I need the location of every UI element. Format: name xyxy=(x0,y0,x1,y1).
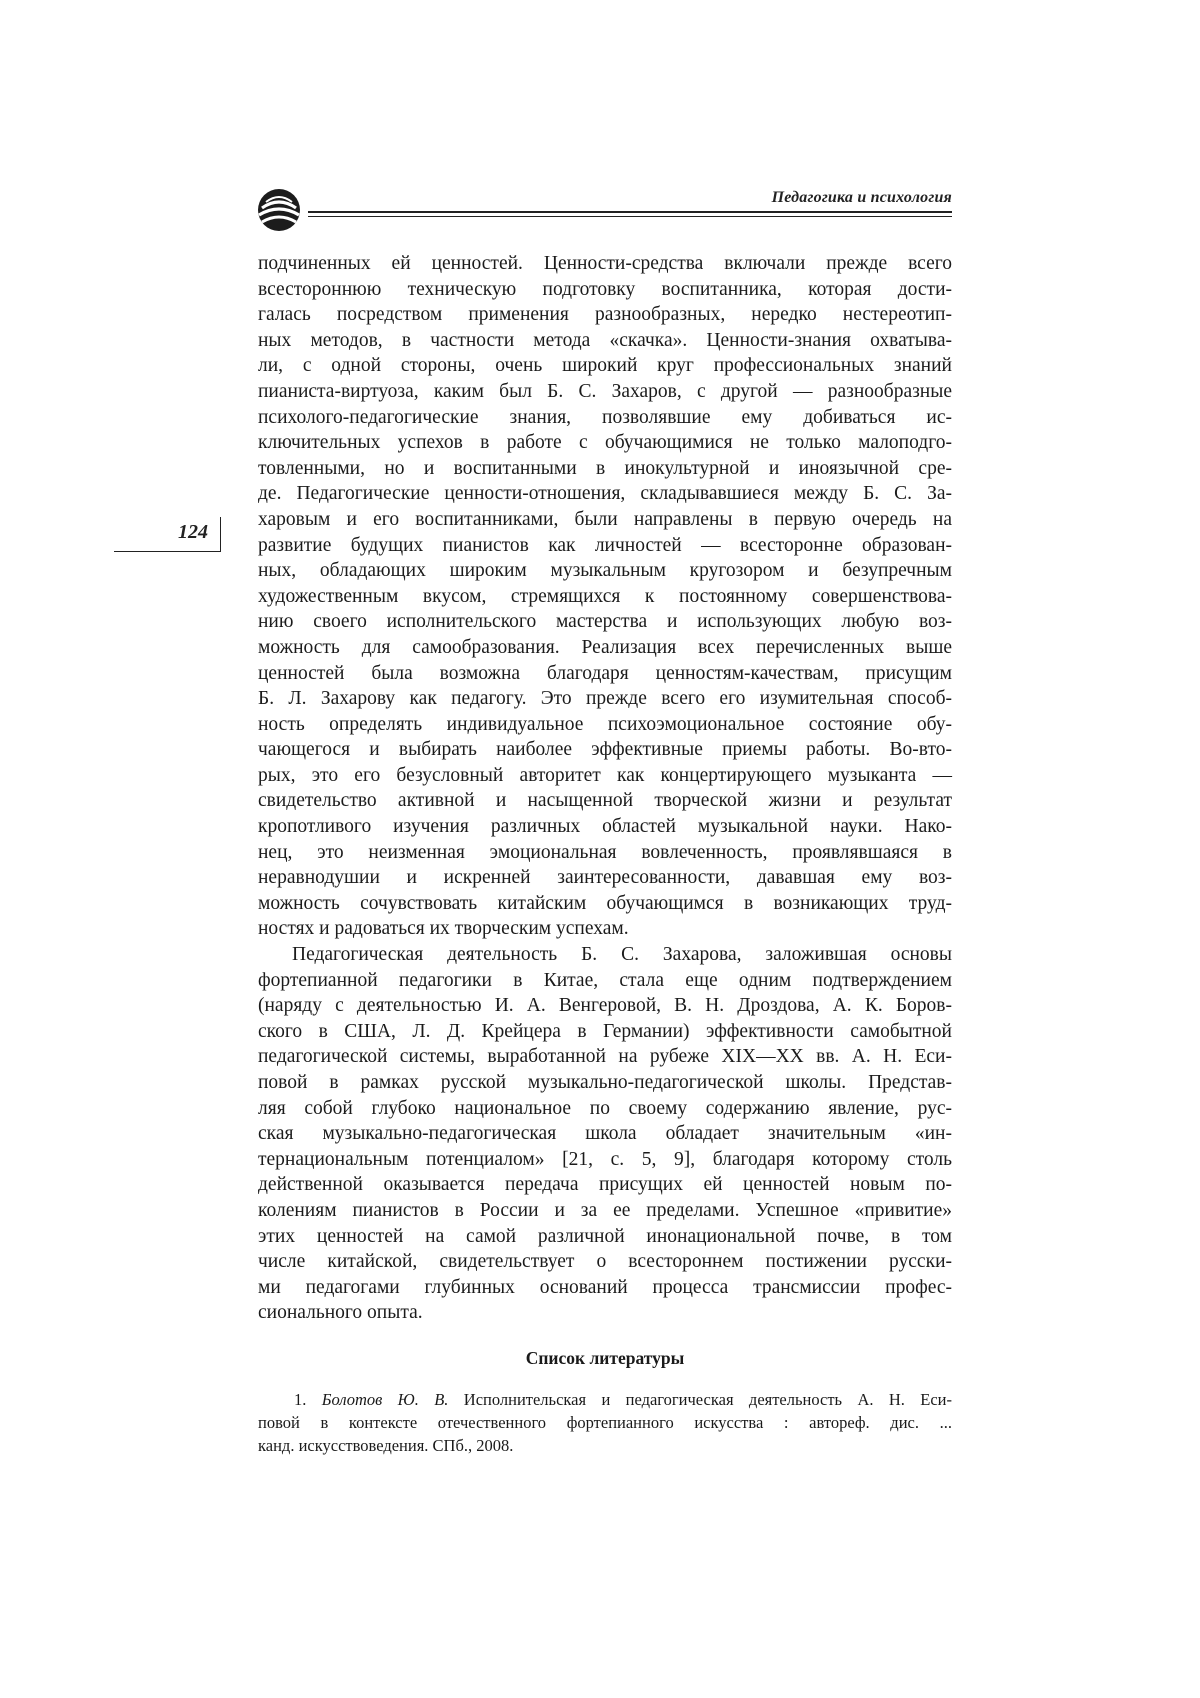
text-line: Педагогическая деятельность Б. С. Захарова, заложившая основы xyxy=(292,944,952,966)
reference-item xyxy=(258,1388,952,1457)
text-line: ского в США, Л. Д. Крейцера в Германии) эффективности самобытной xyxy=(258,1020,952,1042)
text-line: ценностей была возможна благодаря ценностям-качествам, присущим xyxy=(258,662,952,684)
text-line: повой в рамках русской музыкально-педагогической школы. Представ- xyxy=(258,1072,952,1093)
text-line: рых, это его безусловный авторитет как концертирующего музыканта — xyxy=(258,764,952,786)
text-line: развитие будущих пианистов как личностей — всесторонне образован- xyxy=(258,534,952,556)
page-number: 124 xyxy=(178,521,208,543)
text-line: ных методов, в частности метода «скачка». Ценности-знания охватыва- xyxy=(258,329,952,351)
running-title: Педагогика и психология xyxy=(771,189,952,206)
text-line: ных, обладающих широким музыкальным кругозором и безупречным xyxy=(258,560,952,582)
header-rule-thin xyxy=(308,216,952,217)
text-line: действенной оказывается передача присущих ей ценностей новым по- xyxy=(258,1174,952,1196)
text-line: этих ценностей на самой различной инонациональной почве, в том xyxy=(258,1225,952,1247)
reference-number: 1. xyxy=(294,1390,307,1409)
reference-line xyxy=(258,1388,952,1411)
journal-emblem-icon xyxy=(256,187,302,233)
reference-line: повой в контексте отечественного фортепианного искусства : автореф. дис. ... xyxy=(258,1413,952,1432)
text-line: ми педагогами глубинных оснований процесса трансмиссии профес- xyxy=(258,1276,952,1298)
text-line: ли, с одной стороны, очень широкий круг профессиональных знаний xyxy=(258,355,952,377)
text-line: ностях и радоваться их творческим успехам. xyxy=(258,918,629,940)
text-line: харовым и его воспитанниками, были направлены в первую очередь на xyxy=(258,508,952,530)
text-line: педагогической системы, выработанной на рубеже XIX—XX вв. А. Н. Еси- xyxy=(258,1046,952,1068)
text-line: ская музыкально-педагогическая школа обладает значительным «ин- xyxy=(258,1123,952,1145)
text-line: товленными, но и воспитанными в инокультурной и иноязычной сре- xyxy=(258,457,952,479)
text-line: нец, это неизменная эмоциональная вовлеченность, проявлявшаяся в xyxy=(258,841,952,863)
text-line: можность сочувствовать китайским обучающимся в возникающих труд- xyxy=(258,892,952,914)
text-line: всестороннюю техническую подготовку воспитанника, которая дости- xyxy=(258,278,952,300)
references-heading: Список литературы xyxy=(525,1348,685,1368)
text-line: художественным вкусом, стремящихся к постоянному совершенствова- xyxy=(258,585,952,607)
page-number-box xyxy=(114,517,221,552)
body-text xyxy=(258,251,952,1326)
text-line: числе китайской, свидетельствует о всестороннем постижении русски- xyxy=(258,1251,952,1273)
text-line: нию своего исполнительского мастерства и использующих любую воз- xyxy=(258,611,952,633)
text-line: неравнодушии и искренней заинтересованности, дававшая ему воз- xyxy=(258,867,952,889)
text-line: кропотливого изучения различных областей музыкальной науки. Нако- xyxy=(258,816,952,838)
text-line: ключительных успехов в работе с обучающимися не только малоподго- xyxy=(258,432,952,454)
reference-line: канд. искусствоведения. СПб., 2008. xyxy=(258,1436,514,1455)
text-line: подчиненных ей ценностей. Ценности-средства включали прежде всего xyxy=(258,253,952,274)
text-line: можность для самообразования. Реализация всех перечисленных выше xyxy=(258,636,952,658)
text-line: галась посредством применения разнообразных, нередко нестереотип- xyxy=(258,304,952,326)
text-line: тернациональным потенциалом» [21, с. 5, 9], благодаря которому столь xyxy=(258,1148,952,1170)
text-line: пианиста-виртуоза, каким был Б. С. Захаров, с другой — разнообразные xyxy=(258,380,952,402)
text-line: ность определять индивидуальное психоэмоциональное состояние обу- xyxy=(258,713,952,735)
text-line: фортепианной педагогики в Китае, стала еще одним подтверждением xyxy=(258,969,952,991)
text-line: колениям пианистов в России и за ее пределами. Успешное «привитие» xyxy=(258,1199,952,1221)
text-line: психолого-педагогические знания, позволявшие ему добиваться ис- xyxy=(258,406,952,428)
reference-text: Исполнительская и педагогическая деятельность А. Н. Еси- xyxy=(463,1390,952,1409)
text-line: сионального опыта. xyxy=(258,1302,423,1324)
header-rule-thick xyxy=(308,211,952,213)
text-line: свидетельство активной и насыщенной творческой жизни и результат xyxy=(258,790,952,812)
text-line: чающегося и выбирать наиболее эффективные приемы работы. Во-вто- xyxy=(258,739,952,761)
reference-author: Болотов Ю. В. xyxy=(321,1390,449,1409)
text-line: Б. Л. Захарову как педагогу. Это прежде всего его изумительная способ- xyxy=(258,688,952,710)
text-line: де. Педагогические ценности-отношения, складывавшиеся между Б. С. За- xyxy=(258,483,952,505)
text-line: (наряду с деятельностью И. А. Венгеровой, В. Н. Дроздова, А. К. Боров- xyxy=(258,995,952,1017)
text-line: ляя собой глубоко национальное по своему содержанию явление, рус- xyxy=(258,1097,952,1119)
